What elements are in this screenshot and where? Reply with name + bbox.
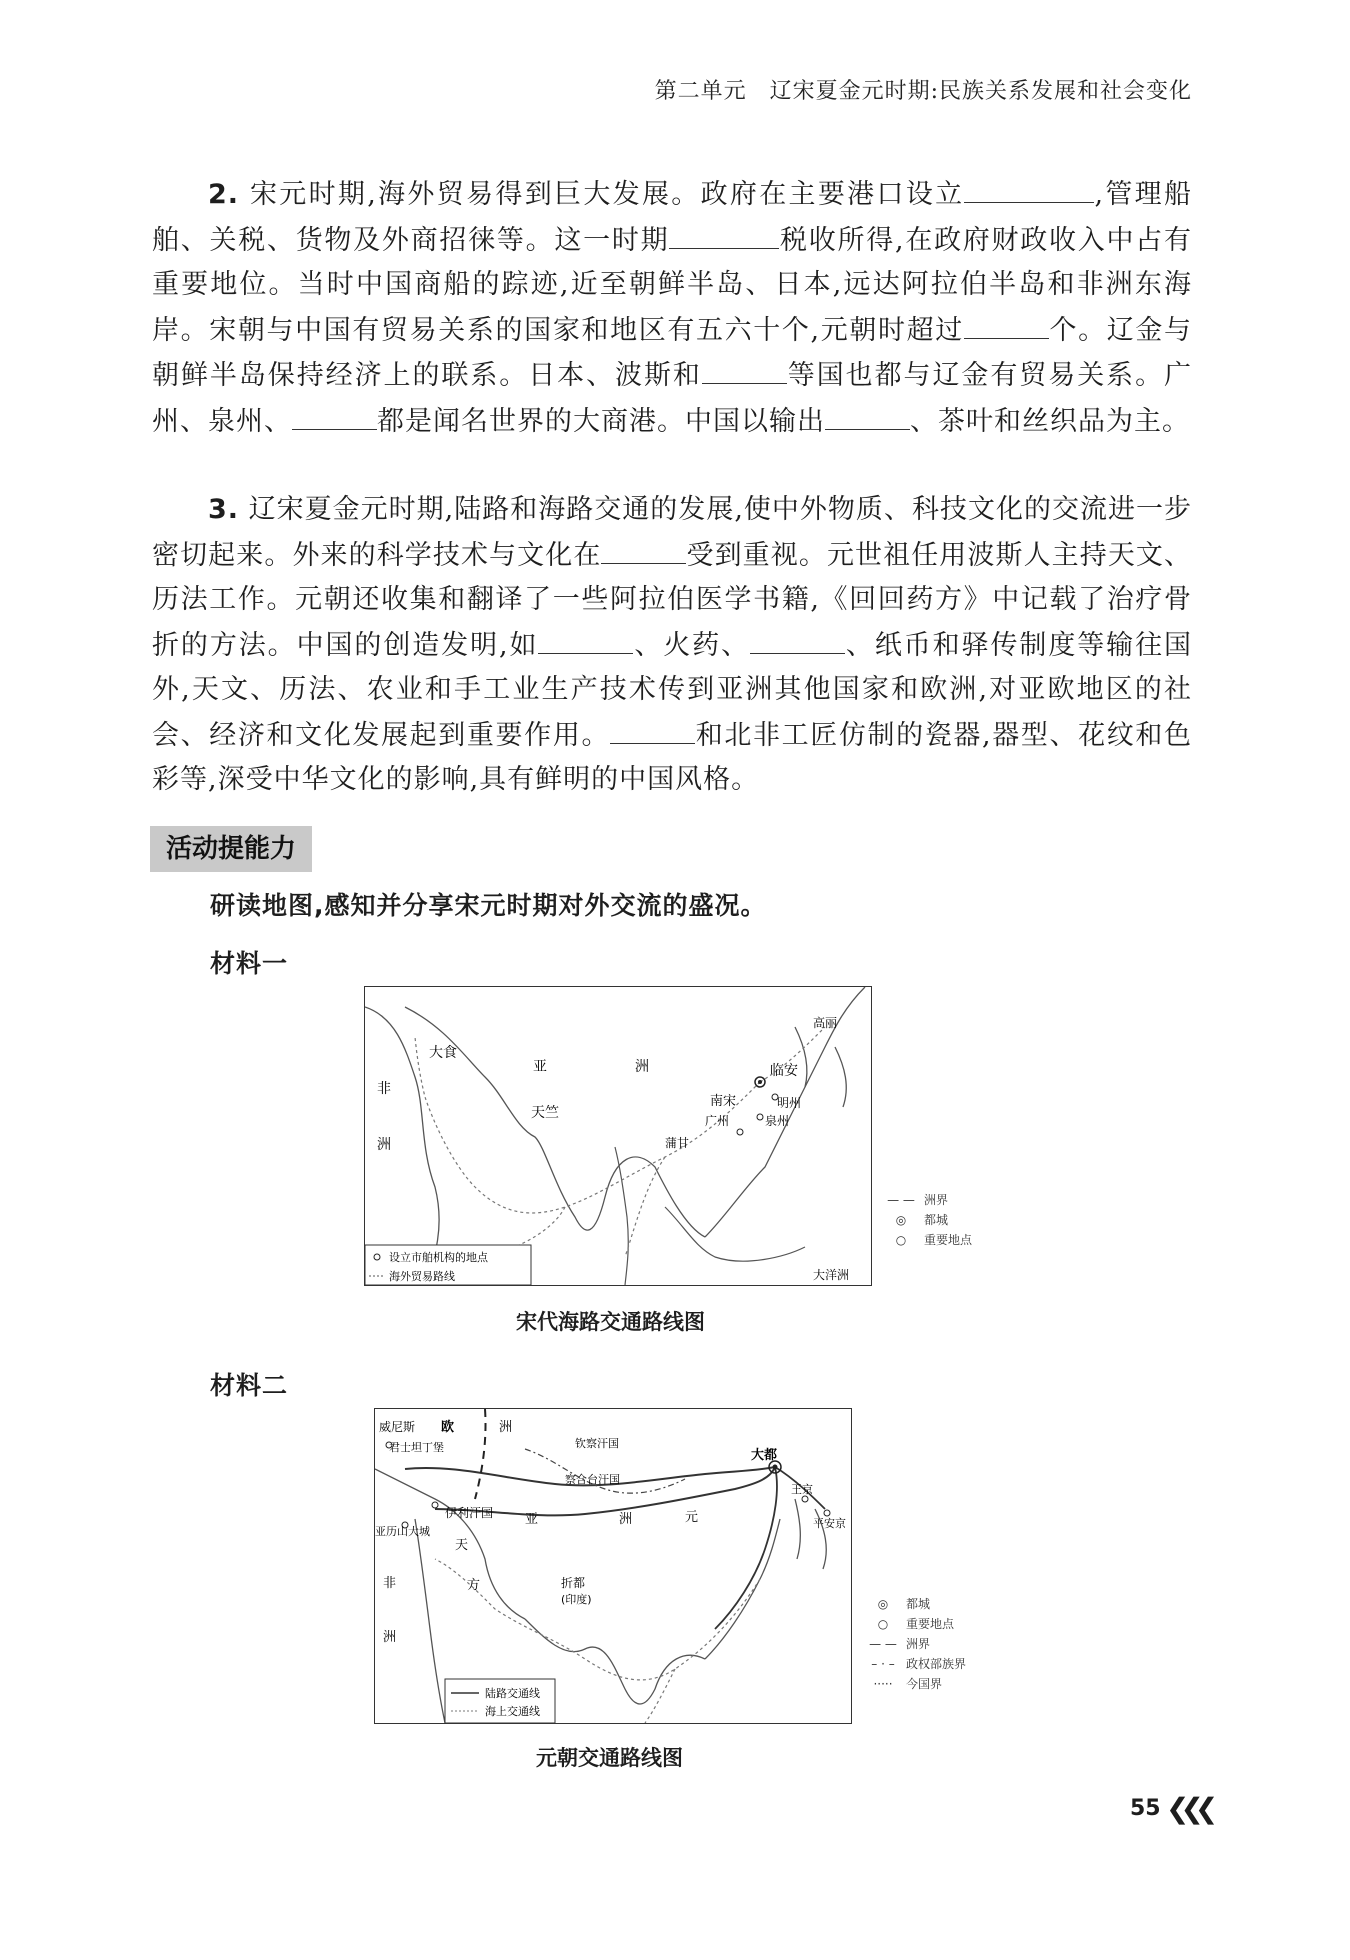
label-weinisi: 威尼斯 (379, 1420, 416, 1434)
question-2 (152, 172, 1192, 444)
q2-blank-5[interactable] (292, 399, 377, 430)
side-legend-boundary-2: — — 洲界 (866, 1634, 966, 1654)
legend-port-text: 设立市舶机构的地点 (389, 1251, 488, 1264)
q2-text-4: 个。辽金与朝鲜半岛保持经济上的联系。日本、波斯和 (152, 314, 1192, 391)
q2-text-5: 等国也都与辽金有贸易关系。广州、泉州、 (152, 360, 1193, 437)
material-2-label: 材料二 (210, 1371, 289, 1400)
label-dadu: 大都 (751, 1448, 778, 1463)
legend-route-text: 海外贸易路线 (389, 1270, 455, 1283)
boundary-line-icon-2: — — (869, 1637, 897, 1651)
q2-blank-1[interactable] (964, 172, 1094, 203)
running-header: 第二单元 辽宋夏金元时期:民族关系发展和社会变化 (654, 79, 1192, 104)
sea-route-west (435, 1559, 760, 1680)
activity-instruction: 研读地图,感知并分享宋元时期对外交流的盛况。 (210, 891, 767, 920)
label-yuan: 元 (685, 1510, 699, 1525)
label-quanzhou: 泉州 (765, 1114, 790, 1128)
modern-boundary-icon: ····· (873, 1677, 893, 1691)
q2-text-1: 宋元时期,海外贸易得到巨大发展。政府在主要港口设立 (239, 179, 965, 210)
regime-boundary-icon: – · – (871, 1657, 895, 1671)
map-1-caption: 宋代海路交通路线图 (516, 1310, 705, 1334)
trade-route-south (625, 1157, 665, 1257)
q3-blank-2[interactable] (538, 623, 633, 654)
q3-blank-4[interactable] (610, 713, 695, 744)
q2-text-3: 税收所得,在政府财政收入中占有重要地位。当时中国商船的踪迹,近至朝鲜半岛、日本,远达阿拉伯半岛和非洲东海岸。宋朝与中国有贸易关系的国家和地区有五六十个,元朝时超过 (152, 224, 1192, 346)
song-side-legend (884, 1190, 972, 1250)
label-ou: 欧 (441, 1420, 455, 1435)
q2-number: 2. (208, 179, 240, 210)
side-legend-boundary: — — 洲界 (884, 1190, 972, 1210)
yuan-side-legend (866, 1594, 966, 1694)
label-dayangzhou: 大洋洲 (813, 1268, 850, 1282)
label-pinganjing: 平安京 (813, 1517, 846, 1530)
q3-text-4: 、纸币和驿传制度等输往国外,天文、历法、农业和手工业生产技术传到亚洲其他国家和欧洲,对亚欧地区的社会、经济和文化发展起到重要作用。 (152, 629, 1193, 751)
label-ya: 亚 (533, 1059, 547, 1075)
side-legend-capital-2: ◎ 都城 (866, 1594, 966, 1614)
q3-text-5: 和北非工匠仿制的瓷器,器型、花纹和色彩等,深受中华文化的影响,具有鲜明的中国风格。 (152, 719, 1192, 795)
label-qinchahanguo: 钦察汗国 (575, 1437, 619, 1450)
q2-blank-2[interactable] (669, 218, 779, 249)
label-mingzhou: 明州 (777, 1096, 802, 1110)
yuan-map-svg (375, 1409, 851, 1723)
side-legend-regime: – · – 政权部族界 (866, 1654, 966, 1674)
tabriz-marker (432, 1502, 438, 1508)
side-legend-place: ○ 重要地点 (884, 1230, 972, 1250)
label-fei-2: 非 (383, 1576, 397, 1591)
question-3 (152, 488, 1192, 803)
label-zhou: 洲 (499, 1420, 513, 1435)
label-zhou-2: 洲 (619, 1512, 633, 1527)
label-junshitanding: 君士坦丁堡 (389, 1441, 444, 1454)
africa-coast-2 (415, 1519, 445, 1723)
q2-text-7: 、茶叶和丝织品为主。 (910, 405, 1190, 437)
pinganjing-marker (824, 1510, 830, 1516)
capital-icon-2: ◎ (877, 1597, 889, 1611)
linan-capital-dot (758, 1080, 762, 1084)
regime-boundary (525, 1449, 685, 1493)
place-icon: ○ (895, 1233, 907, 1247)
q3-text-1: 辽宋夏金元时期,陆路和海路交通的发展,使中外物质、科技文化的交流进一步密切起来。外来的科学技术与文化在 (152, 494, 1192, 571)
label-pugan: 蒲甘 (665, 1136, 690, 1150)
label-tianzhu: 天竺 (531, 1105, 559, 1121)
label-yindu: (印度) (561, 1593, 592, 1606)
q3-number: 3. (208, 494, 240, 525)
label-fang: 方 (467, 1578, 481, 1593)
label-tian: 天 (455, 1538, 469, 1553)
boundary-line-icon: — — (887, 1193, 915, 1207)
wangjing-marker (802, 1496, 808, 1502)
legend-land-text: 陆路交通线 (485, 1687, 540, 1700)
continent-boundary (475, 1409, 486, 1499)
side-legend-place-2: ○ 重要地点 (866, 1614, 966, 1634)
label-zheli: 折都 (561, 1576, 586, 1590)
label-guangzhou: 广州 (705, 1114, 730, 1128)
label-gaoli: 高丽 (813, 1016, 838, 1030)
page-number: 55 (1130, 1796, 1161, 1821)
label-zhou-3: 洲 (383, 1630, 397, 1645)
label-dashi: 大食 (429, 1045, 457, 1061)
side-legend-modern: ····· 今国界 (866, 1674, 966, 1694)
material-1-label: 材料一 (210, 949, 289, 978)
korea-coast-2 (795, 1499, 800, 1559)
q3-text-3: 、火药、 (633, 629, 751, 661)
mediterranean-coast (375, 1469, 525, 1619)
quanzhou-marker (757, 1114, 763, 1120)
q2-blank-3[interactable] (964, 308, 1049, 339)
label-ya-2: 亚 (525, 1512, 539, 1527)
q3-text-2: 受到重视。元世祖任用波斯人主持天文、历法工作。元朝还收集和翻译了一些阿拉伯医学书籍,《回回药方》中记载了治疗骨折的方法。中国的创造发明,如 (152, 539, 1193, 661)
map-2-caption: 元朝交通路线图 (536, 1746, 683, 1770)
song-sea-route-map (364, 986, 872, 1286)
label-yalishanda: 亚历山大城 (375, 1525, 430, 1538)
yuan-route-map (374, 1408, 852, 1724)
place-icon-2: ○ (877, 1617, 889, 1631)
chevron-left-icon: ❮❮❮ (1166, 1792, 1210, 1825)
dadu-capital-dot (773, 1465, 778, 1470)
side-legend-capital: ◎ 都城 (884, 1210, 972, 1230)
label-zhou: 洲 (635, 1059, 649, 1075)
capital-icon: ◎ (895, 1213, 907, 1227)
q2-blank-4[interactable] (702, 353, 787, 384)
asia-south-coast (405, 1007, 705, 1237)
label-linan: 临安 (770, 1063, 798, 1079)
legend-sea-text: 海上交通线 (485, 1705, 540, 1718)
island-coast (665, 1207, 805, 1261)
q2-text-2: ,管理船舶、关税、货物及外商招徕等。这一时期 (152, 179, 1192, 256)
guangzhou-marker (737, 1129, 743, 1135)
activity-section-tag: 活动提能力 (150, 826, 312, 872)
label-zhou2: 洲 (377, 1137, 391, 1153)
q3-blank-3[interactable] (750, 623, 845, 654)
q2-blank-6[interactable] (825, 399, 910, 430)
label-chahetaihanguo: 察合台汗国 (565, 1473, 620, 1486)
japan-coast (835, 1047, 846, 1107)
label-nansong: 南宋 (710, 1094, 737, 1109)
label-yilihanguo: 伊利汗国 (445, 1506, 494, 1520)
label-fei: 非 (377, 1081, 391, 1097)
q2-text-6: 都是闻名世界的大商港。中国以输出 (377, 405, 825, 437)
q3-blank-1[interactable] (601, 533, 686, 564)
song-map-svg (365, 987, 871, 1285)
label-wangjing: 王京 (791, 1483, 813, 1496)
